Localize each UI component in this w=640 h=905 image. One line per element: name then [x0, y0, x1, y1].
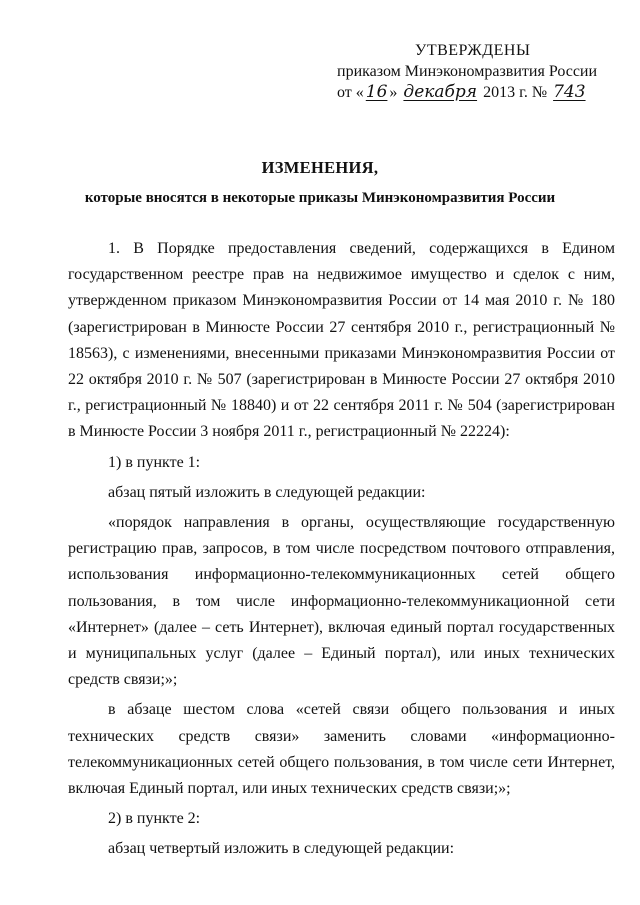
paragraph-1: 1. В Порядке предоставления сведений, содержащихся в Едином государственном реестре прав на недвижимое имущество и сделок с ним, утвержденном приказом Минэкономразвития России от 14 мая 2010 г. № 180 (зарегистрирован в Минюсте России 27 сентября 2010 г., регистрационный № 18563), с изменениями, внесенными приказами Минэкономразвития России от 22 октября 2010 г. № 507 (зарегистрирован в Минюсте России 27 октября 2010 г., регистрационный № 18840) и от 22 сентября 2011 г. № 504 (зарегистрирован в Минюсте России 3 ноября 2011 г., регистрационный № 22224):	[68, 240, 615, 441]
handwritten-order-number: 743	[553, 82, 586, 102]
approval-title: УТВЕРЖДЕНЫ	[415, 42, 531, 59]
approval-order-line: приказом Минэкономразвития России	[337, 63, 598, 80]
paragraph-point-2: 2) в пункте 2:	[108, 810, 201, 828]
handwritten-month: декабря	[403, 82, 478, 102]
date-year: 2013 г. №	[483, 84, 548, 101]
paragraph-abzac-4: абзац четвертый изложить в следующей редакции:	[108, 840, 455, 858]
paragraph-quote-1: «порядок направления в органы, осуществляющие государственную регистрацию прав, запросов, в том числе посредством почтового отправления, использования информационно-телекоммуникационных сетей общего пользования, в том числе информационно-телекоммуникационной сети «Интернет» (далее – сеть Интернет), включая единый портал государственных и муниципальных услуг (далее – Единый портал), или иных технических средств связи;»;	[68, 514, 615, 689]
date-prefix: от «	[337, 84, 364, 101]
approval-stamp	[337, 40, 607, 103]
document-title: ИЗМЕНЕНИЯ,	[261, 158, 379, 177]
paragraph-point-1: 1) в пункте 1:	[108, 453, 201, 471]
approval-date-line	[337, 82, 607, 103]
paragraph-abzac-5: абзац пятый изложить в следующей редакции:	[108, 483, 426, 501]
paragraph-abzac-6: в абзаце шестом слова «сетей связи общего пользования и иных технических средств связи» заменить словами «информационно-телекоммуникационных сетей общего пользования, в том числе сети Интернет, включая Единый портал, или иных технических средств связи;»;	[68, 701, 615, 798]
handwritten-day: 16	[365, 82, 388, 102]
date-quote-close: »	[389, 84, 398, 101]
document-subtitle: которые вносятся в некоторые приказы Минэкономразвития России	[84, 190, 556, 206]
document-body	[68, 236, 615, 863]
